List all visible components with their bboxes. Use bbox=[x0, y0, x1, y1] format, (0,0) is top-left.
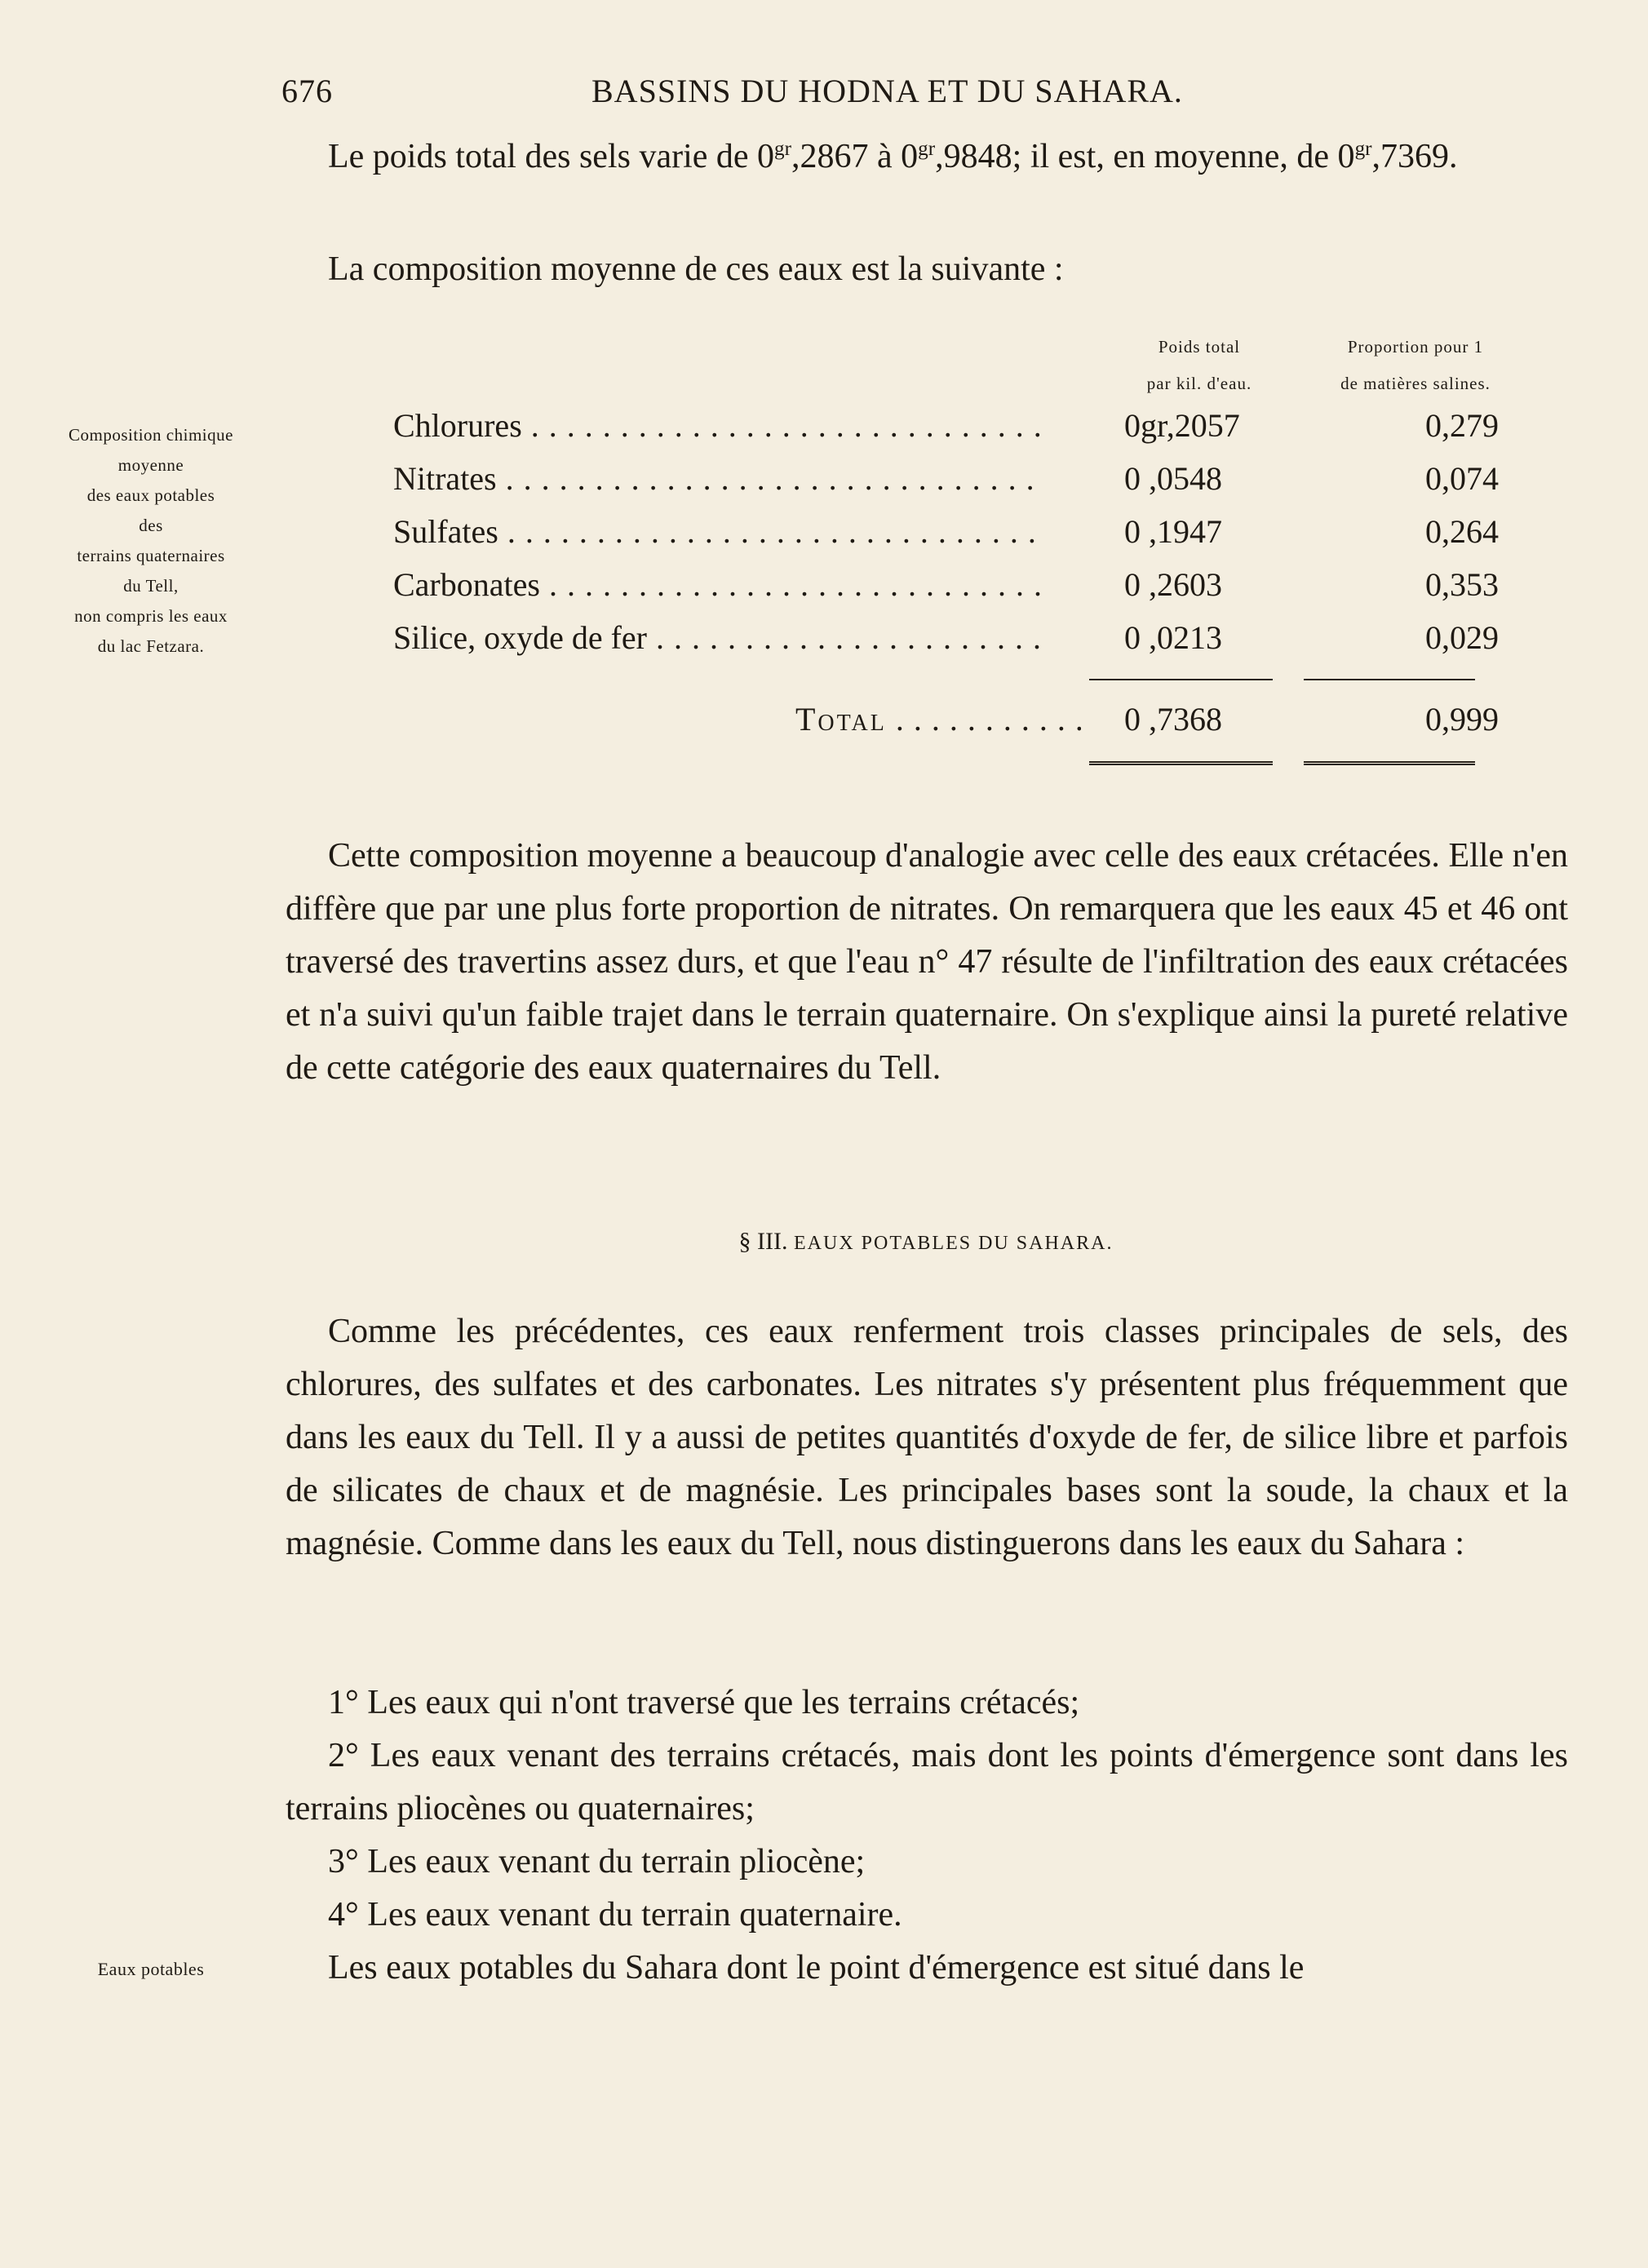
margin-line: des eaux potables bbox=[86, 485, 215, 505]
list-item: 2° Les eaux venant des terrains crétacés, mais dont les points d'émergence sont dans les terrains pliocènes ou quaternaires; bbox=[286, 1737, 1568, 1827]
intro-line-2: La composition moyenne de ces eaux est la suivante : bbox=[328, 250, 1064, 288]
margin-line: moyenne bbox=[117, 455, 184, 475]
list-item: 3° Les eaux venant du terrain pliocène; bbox=[328, 1843, 866, 1880]
paragraph-sahara: Comme les précédentes, ces eaux renferment trois classes principales de sels, des chlorures, des sulfates et des carbonates. Les nitrates s'y présentent plus fréquemment que dans les eaux du Tell. Il y a aussi de petites quantités d'oxyde de fer, de silice libre et parfois de silicates de chaux et de magnésie. Les principales bases sont la soude, la chaux et la magnésie. Comme dans les eaux du Tell, nous distinguerons dans les eaux du Sahara : bbox=[286, 1313, 1568, 1562]
row-label: Nitrates . . . bbox=[393, 459, 1046, 498]
row-label: Sulfates . . . bbox=[393, 512, 1046, 551]
margin-line: des bbox=[139, 516, 163, 535]
total-ratio: 0,999 bbox=[1425, 701, 1499, 738]
row-weight: 0gr,2057 bbox=[1124, 407, 1240, 444]
intro-paragraph bbox=[286, 131, 1568, 184]
total-weight: 0 ,7368 bbox=[1124, 701, 1222, 738]
margin-line: non compris les eaux bbox=[74, 606, 228, 626]
margin-line: Composition chimique bbox=[69, 425, 233, 445]
running-title: BASSINS DU HODNA ET DU SAHARA. bbox=[591, 73, 1183, 109]
total-double-rule-weight bbox=[1089, 761, 1273, 765]
row-label: Carbonates . . . bbox=[393, 565, 1046, 604]
sum-rule-weight bbox=[1089, 679, 1273, 680]
row-ratio: 0,264 bbox=[1425, 513, 1499, 550]
section-title: EAUX POTABLES DU SAHARA. bbox=[794, 1233, 1114, 1254]
intro-text-d: ,7369. bbox=[1371, 138, 1458, 175]
row-ratio: 0,353 bbox=[1425, 566, 1499, 603]
header-line: Poids total bbox=[1158, 337, 1241, 357]
row-weight: 0 ,1947 bbox=[1124, 513, 1222, 550]
total-double-rule-ratio bbox=[1304, 761, 1475, 765]
sum-rule-ratio bbox=[1304, 679, 1475, 680]
row-ratio: 0,074 bbox=[1425, 460, 1499, 497]
row-label: Chlorures . . . bbox=[393, 406, 1046, 445]
table-row bbox=[393, 459, 1499, 513]
table-row bbox=[393, 618, 1499, 672]
table-row bbox=[393, 512, 1499, 566]
margin-note-composition bbox=[33, 420, 269, 662]
row-weight: 0 ,0213 bbox=[1124, 619, 1222, 656]
paragraph-final: Les eaux potables du Sahara dont le point d'émergence est situé dans le bbox=[328, 1949, 1305, 1987]
page-number: 676 bbox=[281, 73, 333, 109]
column-header-weight bbox=[1077, 329, 1322, 402]
header-line: par kil. d'eau. bbox=[1146, 374, 1252, 393]
intro-text-a: Le poids total des sels varie de 0 bbox=[328, 138, 775, 175]
row-weight: 0 ,0548 bbox=[1124, 460, 1222, 497]
list-item: 4° Les eaux venant du terrain quaternaire. bbox=[328, 1896, 902, 1934]
margin-line: du Tell, bbox=[123, 576, 179, 596]
table-row bbox=[393, 406, 1499, 460]
row-ratio: 0,029 bbox=[1425, 619, 1499, 656]
row-weight: 0 ,2603 bbox=[1124, 566, 1222, 603]
total-label-row bbox=[795, 700, 1081, 754]
section-heading bbox=[286, 1228, 1566, 1256]
section-mark: § III. bbox=[738, 1228, 788, 1255]
header-line: de matières salines. bbox=[1340, 374, 1491, 393]
intro-sup-1: gr bbox=[774, 137, 792, 160]
intro-text-b: ,2867 à 0 bbox=[791, 138, 919, 175]
margin-line: du lac Fetzara. bbox=[97, 636, 205, 656]
column-header-ratio bbox=[1293, 329, 1538, 402]
margin-note-eaux: Eaux potables bbox=[97, 1959, 205, 1979]
paragraph-analogie: Cette composition moyenne a beaucoup d'analogie avec celle des eaux crétacées. Elle n'en diffère que par une plus forte proportion de nitrates. On remarquera que les eaux 45 et 46 ont traversé des travertins assez durs, et que l'eau n° 47 résulte de l'infiltration des eaux crétacées et n'a suivi qu'un faible trajet dans le terrain quaternaire. On s'explique ainsi la pureté relative de cette catégorie des eaux quaternaires du Tell. bbox=[286, 837, 1568, 1087]
running-header bbox=[281, 72, 1260, 113]
intro-sup-2: gr bbox=[918, 137, 936, 160]
list-item: 1° Les eaux qui n'ont traversé que les terrains crétacés; bbox=[328, 1684, 1080, 1721]
margin-line: terrains quaternaires bbox=[77, 546, 225, 565]
row-ratio: 0,279 bbox=[1425, 407, 1499, 444]
intro-sup-3: gr bbox=[1354, 137, 1372, 160]
header-line: Proportion pour 1 bbox=[1347, 337, 1484, 357]
total-label: Total bbox=[795, 701, 887, 738]
row-label: Silice, oxyde de fer . . . bbox=[393, 618, 1046, 657]
intro-text-c: ,9848; il est, en moyenne, de 0 bbox=[935, 138, 1355, 175]
table-row bbox=[393, 565, 1499, 619]
